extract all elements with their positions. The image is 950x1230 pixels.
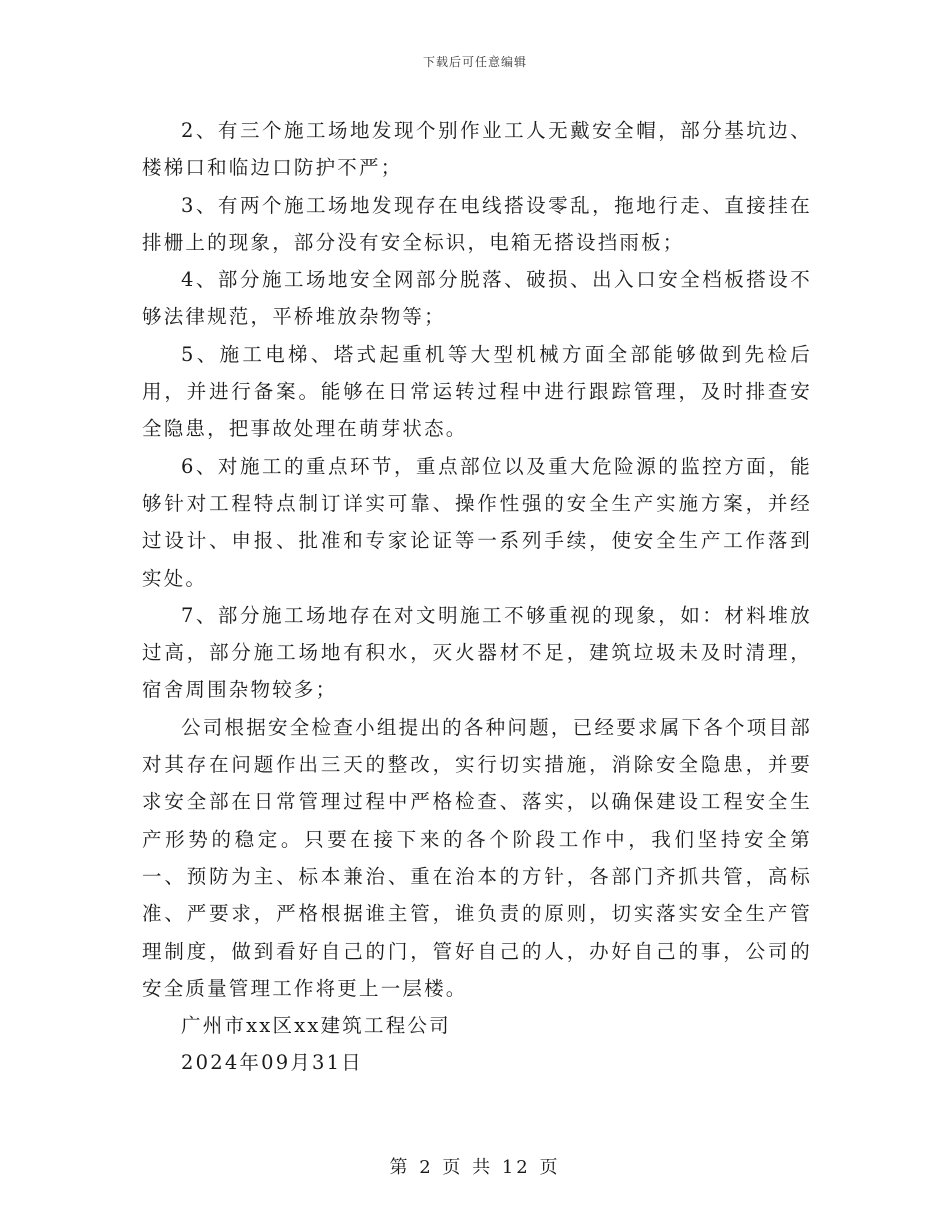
document-body xyxy=(142,112,812,1082)
page-header-note: 下载后可任意编辑 xyxy=(422,55,527,69)
paragraph-item-3: 3、有两个施工场地发现存在电线搭设零乱，拖地行走、直接挂在排栅上的现象，部分没有安全标识，电箱无搭设挡雨板； xyxy=(142,193,812,254)
paragraph-item-2: 2、有三个施工场地发现个别作业工人无戴安全帽，部分基坑边、楼梯口和临边口防护不严； xyxy=(142,119,812,180)
paragraph-item-4: 4、部分施工场地安全网部分脱落、破损、出入口安全档板搭设不够法律规范，平桥堆放杂物等； xyxy=(142,268,812,329)
paragraph-item-6: 6、对施工的重点环节，重点部位以及重大危险源的监控方面，能够针对工程特点制订详实可靠、操作性强的安全生产实施方案，并经过设计、申报、批准和专家论证等一系列手续，使安全生产工作落到实处。 xyxy=(142,454,812,590)
signature-company: 广州市xx区xx建筑工程公司 xyxy=(181,1014,451,1038)
paragraph-item-7: 7、部分施工场地存在对文明施工不够重视的现象，如：材料堆放过高，部分施工场地有积水，灭火器材不足，建筑垃圾未及时清理，宿舍周围杂物较多； xyxy=(142,603,812,702)
paragraph-item-5: 5、施工电梯、塔式起重机等大型机械方面全部能够做到先检后用，并进行备案。能够在日常运转过程中进行跟踪管理，及时排查安全隐患，把事故处理在萌芽状态。 xyxy=(142,342,812,441)
paragraph-conclusion: 公司根据安全检查小组提出的各种问题，已经要求属下各个项目部对其存在问题作出三天的整改，实行切实措施，消除安全隐患，并要求安全部在日常管理过程中严格检查、落实，以确保建设工程安全生产形势的稳定。只要在接下来的各个阶段工作中，我们坚持安全第一、预防为主、标本兼治、重在治本的方针，各部门齐抓共管，高标准、严要求，严格根据谁主管，谁负责的原则，切实落实安全生产管理制度，做到看好自己的门，管好自己的人，办好自己的事，公司的安全质量管理工作将更上一层楼。 xyxy=(142,715,812,1000)
page-number: 第 2 页 共 12 页 xyxy=(389,1157,561,1178)
signature-date: 2024年09月31日 xyxy=(181,1051,363,1075)
